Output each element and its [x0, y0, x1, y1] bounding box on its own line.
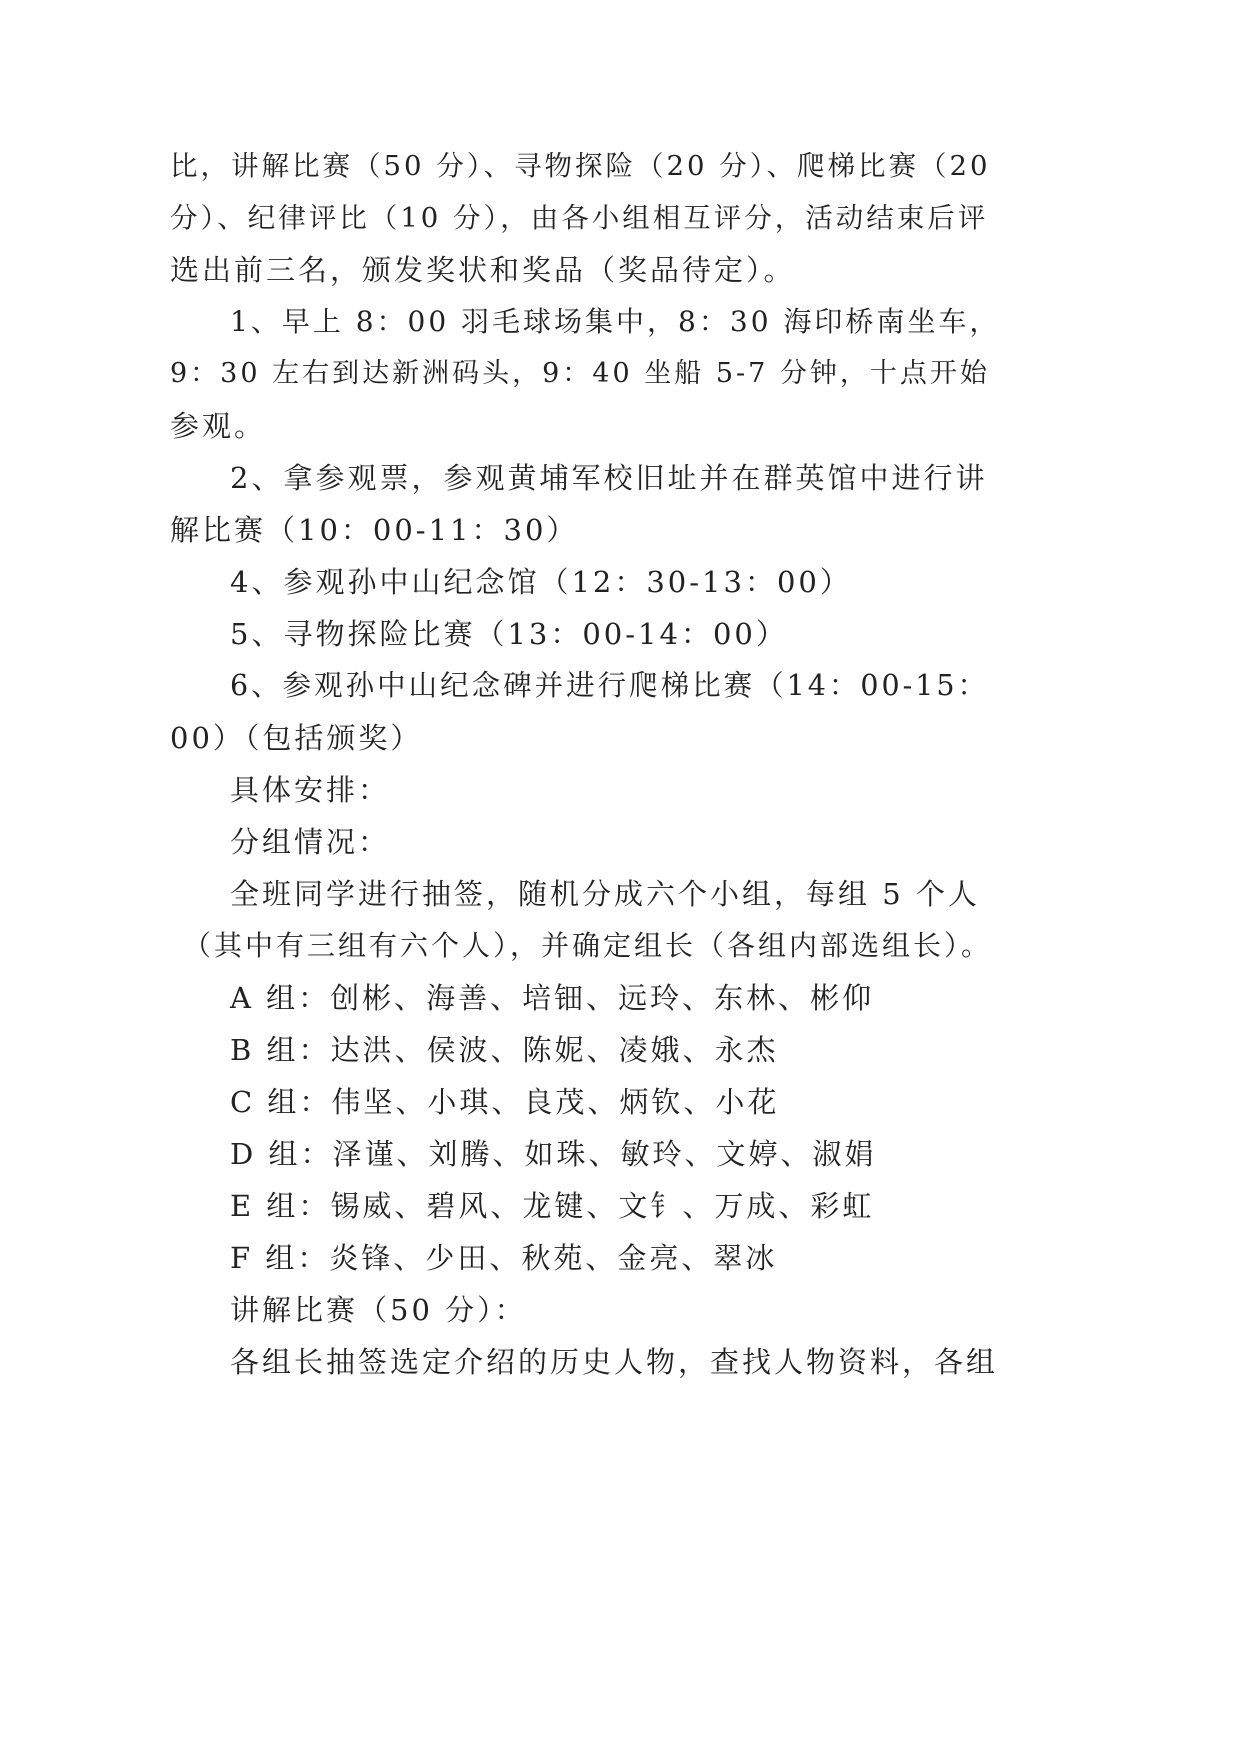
text-line: 4、参观孙中山纪念馆（12：30-13：00） [230, 565, 852, 599]
text-line: 6、参观孙中山纪念碑并进行爬梯比赛（14：00-15： [230, 669, 990, 702]
text-line: D 组：泽谨、刘腾、如珠、敏玲、文婷、淑娟 [230, 1137, 877, 1171]
text-line: 9：30 左右到达新洲码头，9：40 坐船 5-7 分钟，十点开始 [170, 358, 990, 389]
text-line: 解比赛（10：00-11：30） [170, 513, 579, 547]
text-line: 具体安排： [230, 773, 391, 807]
text-line: 全班同学进行抽签，随机分成六个小组，每组 5 个人 [230, 877, 980, 911]
text-line: E 组：锡威、碧风、龙键、文钅、万成、彩虹 [230, 1189, 875, 1223]
text-line: F 组：炎锋、少田、秋苑、金亮、翠冰 [230, 1241, 778, 1275]
text-line: A 组：创彬、海善、培钿、远玲、东林、彬仰 [230, 981, 875, 1015]
text-line: B 组：达洪、侯波、陈妮、凌娥、永杰 [230, 1033, 779, 1067]
text-line: 比，讲解比赛（50 分）、寻物探险（20 分）、爬梯比赛（20 [170, 150, 991, 182]
text-line: 2、拿参观票，参观黄埔军校旧址并在群英馆中进行讲 [230, 461, 988, 495]
text-line: 参观。 [170, 409, 267, 443]
text-line: 分）、纪律评比（10 分），由各小组相互评分，活动结束后评 [170, 202, 989, 234]
text-line: 00）（包括颁奖） [170, 721, 423, 755]
text-line: 各组长抽签选定介绍的历史人物，查找人物资料，各组 [230, 1345, 999, 1379]
text-line: 1、早上 8：00 羽毛球场集中，8：30 海印桥南坐车， [230, 305, 1001, 338]
text-line: 选出前三名，颁发奖状和奖品（奖品待定）。 [170, 253, 796, 287]
text-line: 分组情况： [230, 825, 391, 859]
text-line: （其中有三组有六个人），并确定组长（各组内部选组长）。 [183, 929, 993, 962]
text-line: 讲解比赛（50 分）： [230, 1293, 527, 1327]
text-line: 5、寻物探险比赛（13：00-14：00） [230, 617, 788, 651]
text-line: C 组：伟坚、小琪、良茂、炳钦、小花 [230, 1085, 780, 1119]
